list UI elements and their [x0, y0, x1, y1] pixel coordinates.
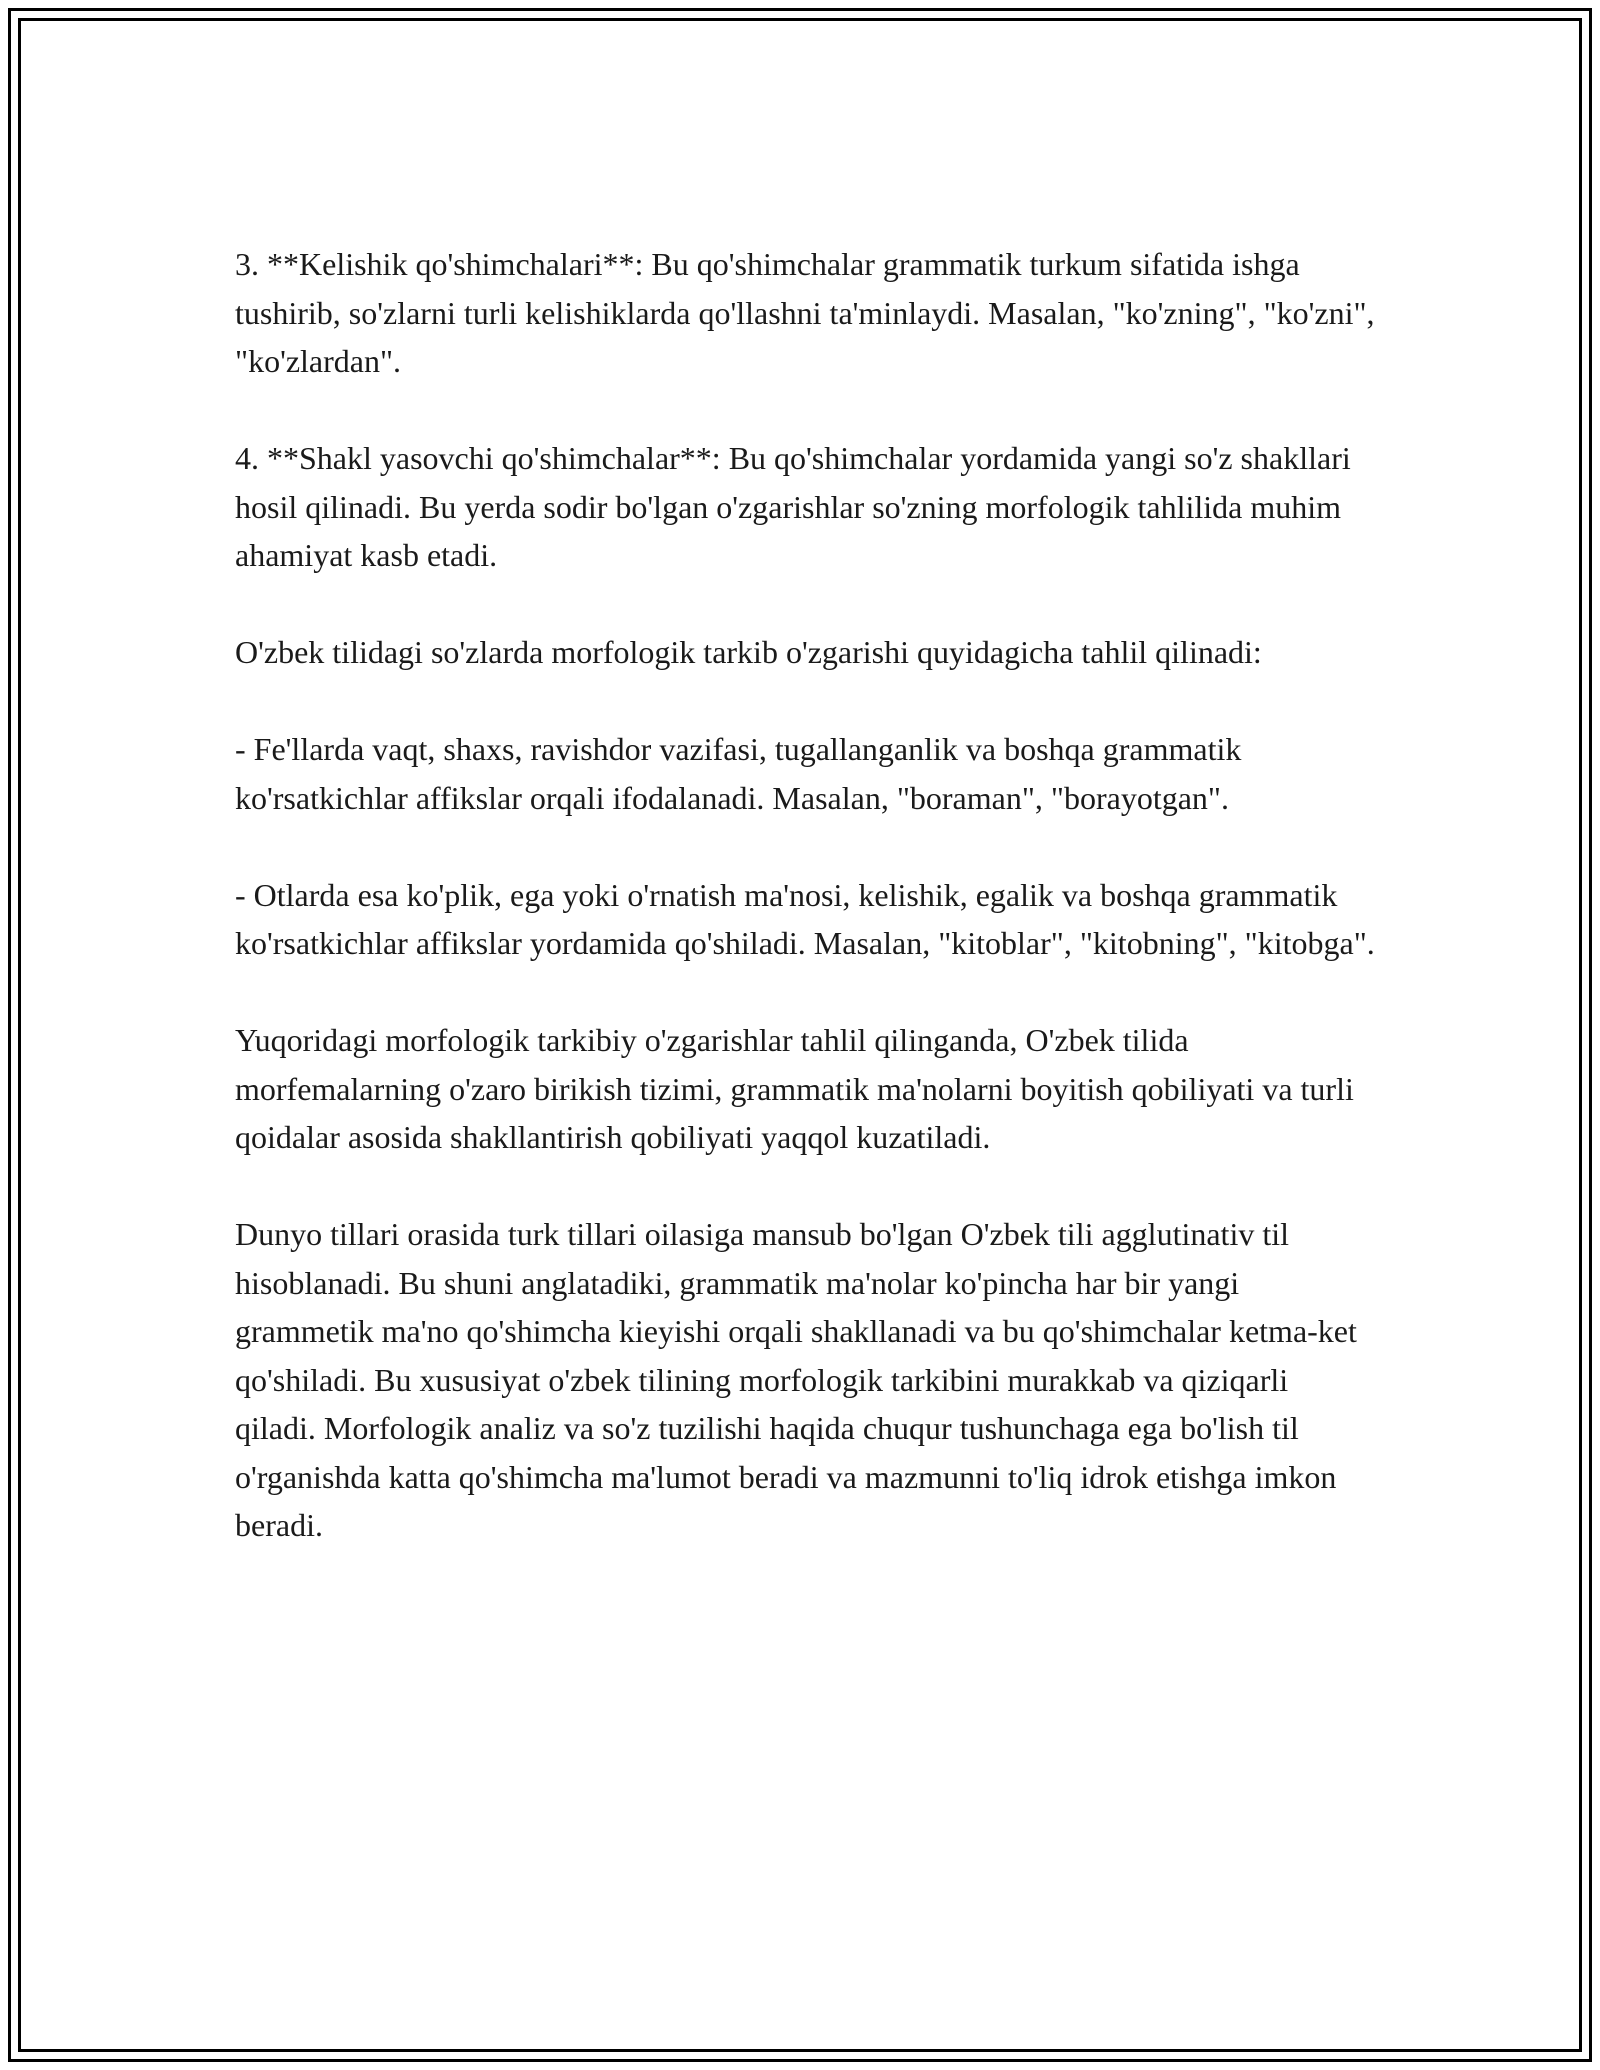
paragraph-agglutinativ-til: Dunyo tillari orasida turk tillari oilasiga mansub bo'lgan O'zbek tili agglutinativ til hisoblanadi. Bu shuni anglatadiki, grammatik ma'nolar ko'pincha har bir yangi grammetik ma'no qo'shimcha kieyishi orqali shakllanadi va bu qo'shimchalar ketma-ket qo'shiladi. Bu xususiyat o'zbek tilining morfologik tarkibini murakkab va qiziqarli qiladi. Morfologik analiz va so'z tuzilishi haqida chuqur tushunchaga ega bo'lish til o'rganishda katta qo'shimcha ma'lumot beradi va mazmunni to'liq idrok etishga imkon beradi.	[235, 1216, 1357, 1543]
document-body	[235, 240, 1375, 1550]
paragraph-fellar-list-item: - Fe'llarda vaqt, shaxs, ravishdor vazifasi, tugallanganlik va boshqa grammatik ko'rsatkichlar affikslar orqali ifodalanadi. Masalan, "boraman", "borayotgan".	[235, 731, 1242, 816]
paragraph-yuqoridagi-tahlil: Yuqoridagi morfologik tarkibiy o'zgarishlar tahlil qilinganda, O'zbek tilida morfemalarning o'zaro birikish tizimi, grammatik ma'nolarni boyitish qobiliyati va turli qoidalar asosida shakllantirish qobiliyati yaqqol kuzatiladi.	[235, 1022, 1354, 1155]
paragraph-shakl-yasovchi: 4. **Shakl yasovchi qo'shimchalar**: Bu qo'shimchalar yordamida yangi so'z shakllari hosil qilinadi. Bu yerda sodir bo'lgan o'zgarishlar so'zning morfologik tahlilida muhim ahamiyat kasb etadi.	[235, 440, 1351, 573]
paragraph-otlar-list-item: - Otlarda esa ko'plik, ega yoki o'rnatish ma'nosi, kelishik, egalik va boshqa grammatik ko'rsatkichlar affikslar yordamida qo'shiladi. Masalan, "kitoblar", "kitobning", "kitobga".	[235, 876, 1375, 961]
paragraph-kelishik-qoshimchalari: 3. **Kelishik qo'shimchalari**: Bu qo'shimchalar grammatik turkum sifatida ishga tushirib, so'zlarni turli kelishiklarda qo'llashni ta'minlaydi. Masalan, "ko'zning", "ko'zni", "ko'zlardan".	[235, 246, 1375, 379]
paragraph-morfologik-tarkib-intro: O'zbek tilidagi so'zlarda morfologik tarkib o'zgarishi quyidagicha tahlil qilinadi:	[235, 634, 1262, 670]
